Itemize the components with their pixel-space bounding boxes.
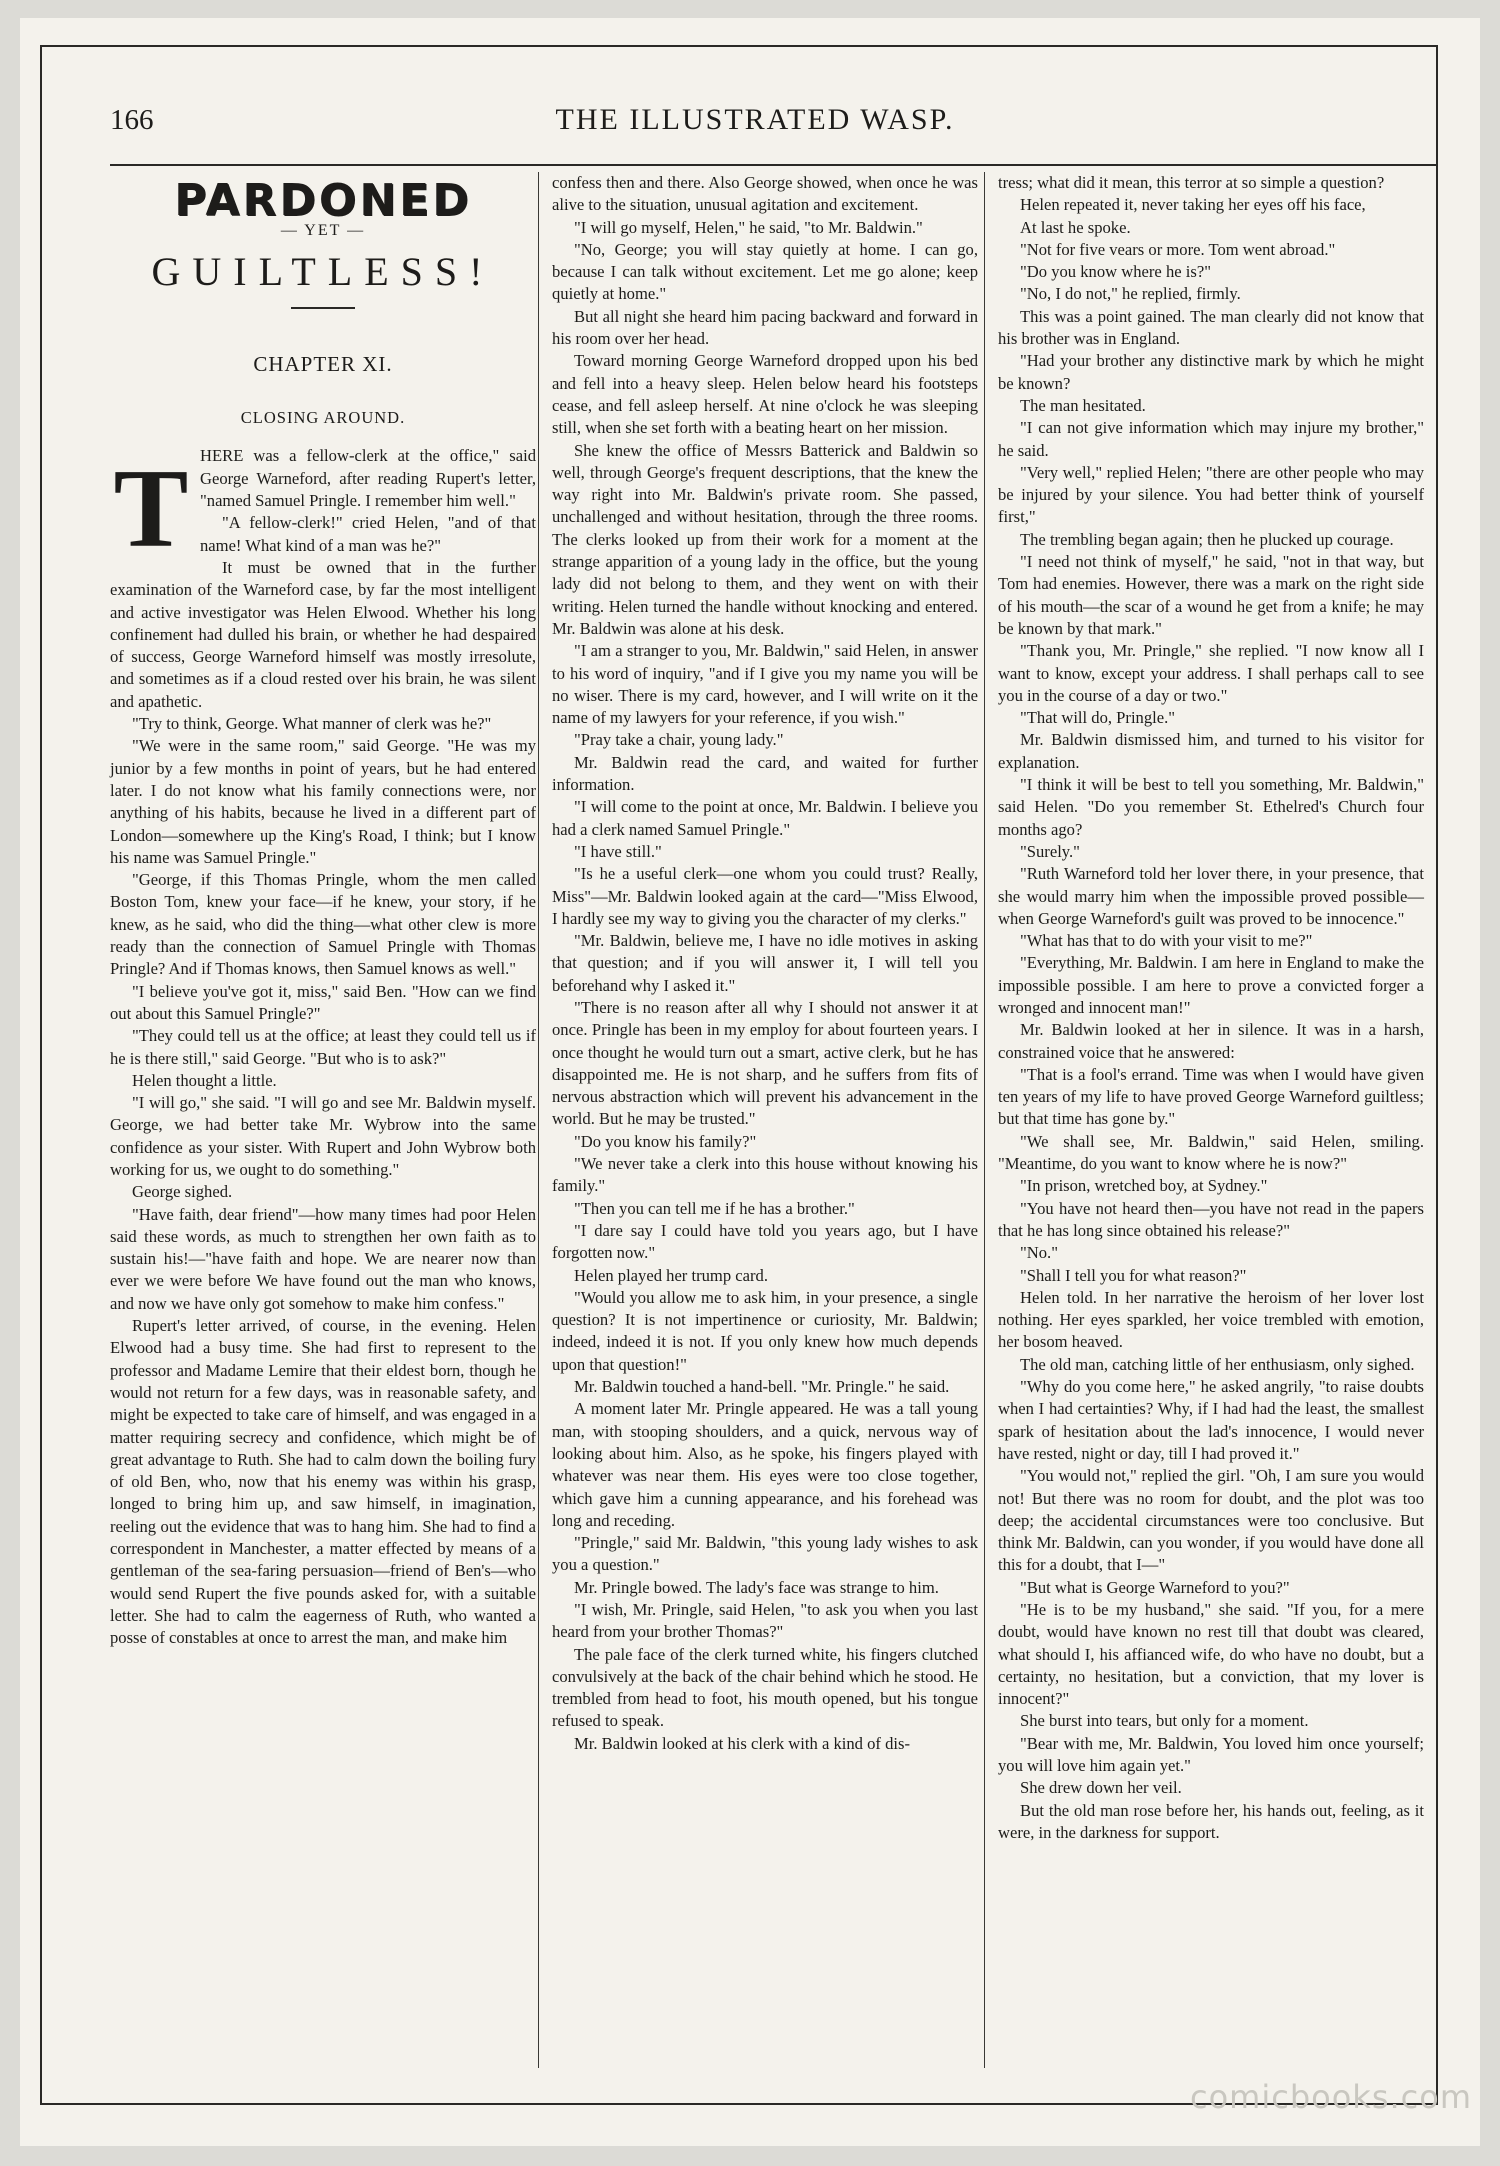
chapter-title: CLOSING AROUND. (240, 408, 406, 428)
paragraph: Toward morning George Warneford dropped upon his bed and fell into a heavy sleep. Helen below heard his footsteps cease, and fell asleep herself. At nine o'clock he was sleeping still, when she set forth with a beating heart on her mission. (552, 351, 978, 438)
page-number: 166 (110, 104, 154, 136)
paragraph: Rupert's letter arrived, of course, in the evening. Helen Elwood had a busy time. She had first to represent to the professor and Madame Lemire that their eldest born, though he would not return for a few days, was in reasonable safety, and might be expected to take care of himself, and was engaged in a matter requiring secrecy and confidence, which might be of great advantage to Ruth. She had to calm down the boiling fury of old Ben, who, now that his enemy was within his grasp, longed to bring him up, and saw himself, in imagination, reeling out the evidence that was to hang him. She had to find a correspondent in Manchester, a matter effected by means of a gentleman of the sea-faring persuasion—friend of Ben's—who would send Rupert the five pounds asked for, with a suitable letter. She had to calm the eagerness of Ruth, who wanted a posse of constables at once to arrest the man, and make him (110, 1316, 536, 1648)
paragraph: The trembling began again; then he plucked up courage. (1020, 529, 1394, 549)
paragraph: "Then you can tell me if he has a brother." (574, 1198, 855, 1218)
paragraph: Mr. Baldwin looked at her in silence. It was in a harsh, constrained voice that he answered: (998, 1020, 1424, 1062)
paragraph: The man hesitated. (1020, 395, 1146, 415)
paragraph: "Pray take a chair, young lady." (574, 730, 784, 750)
paragraph: She knew the office of Messrs Batterick and Baldwin so well, through George's frequent descriptions, that the knew the way right into Mr. Baldwin's private room. She passed, unchallenged and without hesitation, through the three rooms. The clerks looked up from their work for a moment at the strange apparition of a young lady in the office, but the young lady did not belong to them, and they went on with their writing. Helen turned the handle without knocking and entered. Mr. Baldwin was alone at his desk. (552, 440, 978, 638)
paragraph: "Very well," replied Helen; "there are other people who may be injured by your silence. You had better think of yourself first," (998, 462, 1424, 527)
paragraph: It must be owned that in the further examination of the Warneford case, by far the most intelligent and active investigator was Helen Elwood. Whether his long confinement had dulled his brain, or whether he had despaired of success, George Warneford himself was mostly irresolute, and sometimes as if a cloud rested over his brain, he was silent and apathetic. (110, 557, 536, 711)
paragraph: "In prison, wretched boy, at Sydney." (1020, 1176, 1268, 1196)
paragraph: "No." (1020, 1243, 1058, 1263)
paragraph: "Mr. Baldwin, believe me, I have no idle motives in asking that question; and if you will answer it, I will tell you beforehand why I asked it." (552, 931, 978, 995)
paragraph: Helen played her trump card. (574, 1265, 768, 1285)
paragraph: She burst into tears, but only for a moment. (1020, 1711, 1309, 1731)
paragraph: "Is he a useful clerk—one whom you could trust? Really, Miss"—Mr. Baldwin looked again at the card—"Miss Elwood, I hardly see my way to giving you the character of my clerks." (552, 864, 978, 928)
paragraph: Mr. Baldwin looked at his clerk with a kind of dis- (574, 1733, 910, 1753)
story-title-yet: — YET — (280, 222, 366, 240)
text-column-2 (552, 172, 978, 1755)
page-header (70, 98, 1440, 138)
paragraph: "I have still." (574, 841, 662, 861)
paragraph: Mr. Baldwin read the card, and waited for further information. (552, 752, 978, 795)
paragraph: "George, if this Thomas Pringle, whom the men called Boston Tom, knew your face—if he knew, your story, if he knew, as he said, who did the thing—what other clew is more ready than the connection of Samuel Pringle with Thomas Pringle? And if Thomas knows, then Samuel knows as well." (110, 870, 536, 979)
paragraph: "We never take a clerk into this house without knowing his family." (552, 1154, 978, 1196)
paragraph: "I wish, Mr. Pringle, said Helen, "to ask you when you last heard from your brother Thomas?" (552, 1600, 978, 1642)
paragraph: "Try to think, George. What manner of clerk was he?" (132, 714, 492, 734)
paragraph: "Why do you come here," he asked angrily, "to raise doubts when I had certainties? Why, if I had had the least, the smallest spark of hesitation about the lad's innocence, I would never have rested, night or day, till I had proved it." (998, 1377, 1424, 1463)
paragraph: "I dare say I could have told you years ago, but I have forgotten now." (552, 1220, 978, 1263)
paragraph: The old man, catching little of her enthusiasm, only sighed. (1020, 1354, 1415, 1374)
paragraph: "That will do, Pringle." (1020, 708, 1176, 728)
chapter-number: CHAPTER XI. (253, 351, 393, 376)
paragraph: But all night she heard him pacing backward and forward in his room over her head. (552, 306, 978, 349)
paragraph: "We were in the same room," said George. "He was my junior by a few months in point of years, but he had entered later. I do not know what his family connections were, nor anything of his habits, because he lived in a different part of London—somewhere up the King's Road, I think; but I know his name was Samuel Pringle." (110, 736, 536, 867)
paragraph: Mr. Baldwin touched a hand-bell. "Mr. Pringle." he said. (574, 1377, 950, 1397)
paragraph: A moment later Mr. Pringle appeared. He was a tall young man, with stooping shoulders, and a quick, nervous way of looking about him. Also, as he spoke, his fingers played with whatever was near them. His eyes were too close together, which gave him a cunning appearance, and his forehead was long and receding. (552, 1399, 978, 1530)
paragraph: "Shall I tell you for what reason?" (1020, 1265, 1247, 1285)
story-title-guiltless: GUILTLESS! (151, 248, 495, 294)
paragraph: "Thank you, Mr. Pringle," she replied. "I now know all I want to know, except your address. I shall perhaps call to see you in the course of a day or two." (998, 641, 1424, 705)
paragraph: "No, George; you will stay quietly at home. I can go, because I can talk without excitement. Let me go alone; keep quietly at home." (552, 239, 978, 304)
paragraph: "Pringle," said Mr. Baldwin, "this young lady wishes to ask you a question." (552, 1533, 978, 1575)
text-column-1 (110, 172, 536, 1650)
paragraph: "But what is George Warneford to you?" (1020, 1577, 1290, 1597)
paragraph: Helen repeated it, never taking her eyes off his face, (1020, 195, 1366, 215)
paragraph: "Ruth Warneford told her lover there, in your presence, that she would marry him when the impossible proved possible—when George Warneford's guilt was proved to be innocence." (998, 864, 1424, 928)
paragraph: "Bear with me, Mr. Baldwin, You loved him once yourself; you will love him again yet." (998, 1733, 1424, 1776)
paragraph: This was a point gained. The man clearly did not know that his brother was in England. (998, 306, 1424, 349)
paragraph: "I can not give information which may injure my brother," he said. (998, 418, 1424, 460)
paragraph: Helen thought a little. (132, 1070, 277, 1090)
paragraph: "I will come to the point at once, Mr. Baldwin. I believe you had a clerk named Samuel Pringle." (552, 797, 978, 839)
paragraph: "Do you know his family?" (574, 1131, 757, 1151)
paragraph: "I will go," she said. "I will go and see Mr. Baldwin myself. George, we had better take Mr. Wybrow into the same confidence as your sister. With Rupert and John Wybrow both working for us, we ought to do something." (110, 1093, 536, 1179)
paragraph: "You have not heard then—you have not read in the papers that he has long since obtained his release?" (998, 1198, 1424, 1240)
column-divider-1 (538, 172, 539, 2068)
paragraph: "I will go myself, Helen," he said, "to Mr. Baldwin." (574, 217, 923, 237)
paragraph: George sighed. (132, 1182, 233, 1202)
paragraph: "Surely." (1020, 841, 1080, 861)
paragraph: "No, I do not," he replied, firmly. (1020, 284, 1241, 304)
paragraph: "What has that to do with your visit to me?" (1020, 931, 1313, 951)
paragraph: "He is to be my husband," she said. "If you, for a mere doubt, would have known no rest till that doubt was cleared, what should I, his affianced wife, do who have no doubt, but a certainty, no hesitation, but a conviction, that my lover is innocent?" (998, 1600, 1424, 1709)
paragraph: "There is no reason after all why I should not answer it at once. Pringle has been in my employ for about fourteen years. I once thought he would turn out a smart, active clerk, but he has disappointed me. He is not sharp, and he suffers from fits of nervous abstraction which will prevent his advancement in the world. But he may be trusted." (552, 997, 978, 1129)
paragraph: "We shall see, Mr. Baldwin," said Helen, smiling. "Meantime, do you want to know where he is now?" (998, 1131, 1424, 1174)
paragraph: Mr. Baldwin dismissed him, and turned to his visitor for explanation. (998, 730, 1424, 772)
paragraph: "A fellow-clerk!" cried Helen, "and of that name! What kind of a man was he?" (200, 513, 536, 555)
paragraph: Helen told. In her narrative the heroism of her lover lost nothing. Her eyes sparkled, her voice trembled with emotion, her bosom heaved. (998, 1287, 1424, 1352)
column-divider-2 (984, 172, 985, 2068)
paragraph: Mr. Pringle bowed. The lady's face was strange to him. (574, 1577, 939, 1597)
paragraph: "I need not think of myself," he said, "not in that way, but Tom had enemies. However, there was a mark on the right side of his mouth—the scar of a wound he get from a knife; he may be known by that mark." (998, 552, 1424, 638)
header-rule (110, 164, 1438, 166)
paragraph: confess then and there. Also George showed, when once he was alive to the situation, unusual agitation and excitement. (552, 173, 978, 215)
title-rule (291, 307, 355, 309)
paragraph: "I am a stranger to you, Mr. Baldwin," said Helen, in answer to his word of inquiry, "and if I give you my name you will be no wiser. There is my card, however, and I will write on it the name of my lawyers for your reference, if you wish." (552, 641, 978, 728)
paragraph: At last he spoke. (1020, 217, 1131, 237)
opening-paragraph-text: HERE was a fellow-clerk at the office," said George Warneford, after reading Rupert's letter, "named Samuel Pringle. I remember him well." (200, 446, 536, 511)
paragraph: But the old man rose before her, his hands out, feeling, as it were, in the darkness for support. (998, 1800, 1424, 1842)
paragraph: "Everything, Mr. Baldwin. I am here in England to make the impossible possible. I am here to prove a convicted forger a wronged and innocent man!" (998, 953, 1424, 1017)
paragraph: "Have faith, dear friend"—how many times had poor Helen said these words, as much to strengthen her own faith as to sustain his!—"have faith and hope. We are nearer now than ever we were before We have found out the man who knows, and now we have only got somehow to make him confess." (110, 1204, 536, 1313)
paragraph: "I think it will be best to tell you something, Mr. Baldwin," said Helen. "Do you remember St. Ethelred's Church four months ago? (998, 775, 1424, 839)
paragraph: She drew down her veil. (1020, 1778, 1182, 1798)
paragraph: "You would not," replied the girl. "Oh, I am sure you would not! But there was no room for doubt, and the plot was too deep; the accidental circumstances were too conclusive. But think Mr. Baldwin, can you wonder, if you would have done all this for a doubt, that I—" (998, 1466, 1424, 1575)
paragraph: "Not for five vears or more. Tom went abroad." (1020, 239, 1336, 259)
paragraph: "Would you allow me to ask him, in your presence, a single question? It is not impertinence or curiosity, Mr. Baldwin; indeed, indeed it is not. If you only knew how much depends upon that question!" (552, 1287, 978, 1374)
story-title-pardoned: PARDONED (174, 175, 472, 226)
paragraph: The pale face of the clerk turned white, his fingers clutched convulsively at the back of the chair behind which he stood. He trembled from head to foot, his mouth opened, but his tongue refused to speak. (552, 1644, 978, 1731)
paragraph: "Had your brother any distinctive mark by which he might be known? (998, 351, 1424, 393)
paragraph: tress; what did it mean, this terror at so simple a question? (998, 173, 1385, 192)
drop-cap: T (113, 447, 189, 572)
paragraph: "I believe you've got it, miss," said Ben. "How can we find out about this Samuel Pringle?" (110, 981, 536, 1023)
paragraph: "That is a fool's errand. Time was when I would have given ten years of my life to have proved George Warneford guiltless; but that time has gone by." (998, 1064, 1424, 1129)
watermark-text: comicbooks.com (1189, 2078, 1472, 2116)
paragraph: "They could tell us at the office; at least they could tell us if he is there still," said George. "But who is to ask?" (110, 1026, 536, 1068)
paragraph: "Do you know where he is?" (1020, 262, 1211, 282)
masthead-title: THE ILLUSTRATED WASP. (555, 103, 955, 136)
text-column-3 (998, 172, 1424, 1844)
